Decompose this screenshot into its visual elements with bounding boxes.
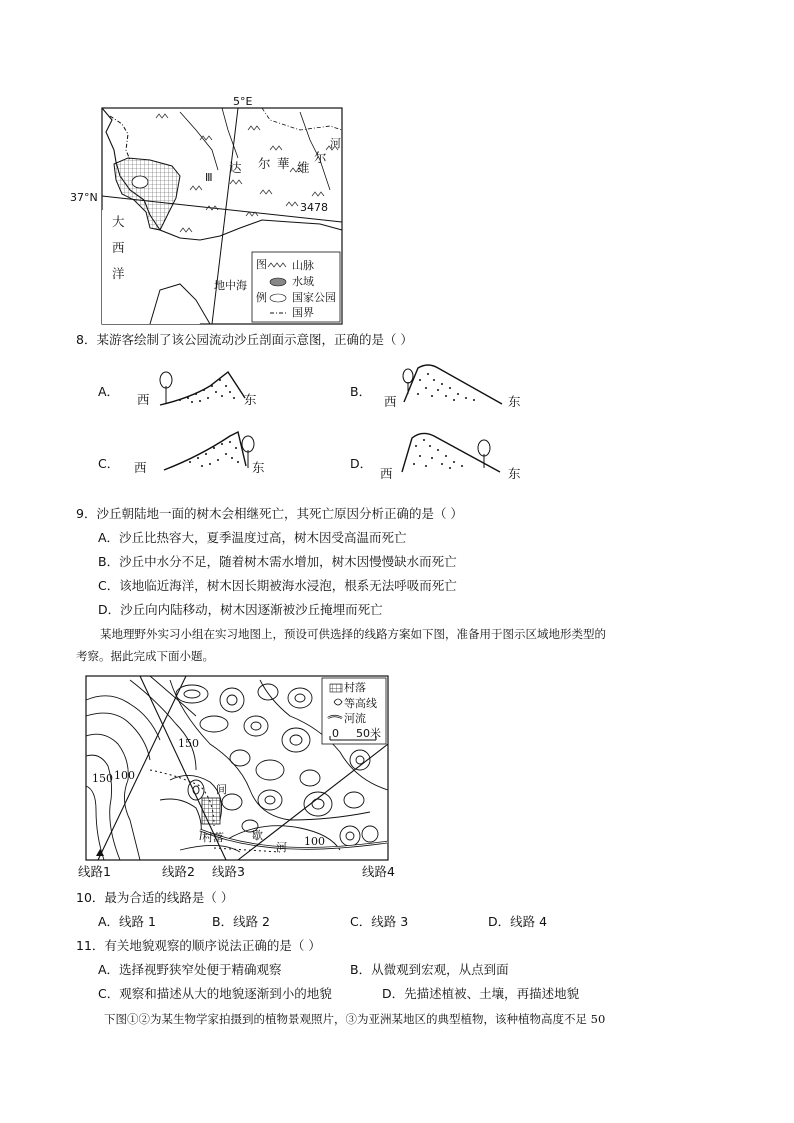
q11-option-c[interactable]: C．观察和描述从大的地貌逐渐到小的地貌: [98, 986, 332, 1001]
legend-river: 河流: [344, 712, 366, 725]
intro-paragraph-3: 下图①②为某生物学家拍摄到的植物景观照片，③为亚洲某地区的典型植物，该种植物高度不足 50: [104, 1012, 606, 1026]
elevation-label: 3478: [300, 201, 328, 214]
route-3-label[interactable]: 线路3: [212, 864, 245, 879]
question-9-stem: 9．沙丘朝陆地一面的树木会相继死亡，其死亡原因分析正确的是（ ）: [76, 506, 463, 521]
q10-option-b[interactable]: B．线路 2: [212, 914, 271, 929]
east-label: 东: [244, 392, 257, 407]
contour-label-150: 150: [178, 737, 199, 750]
legend-title-2: 例: [256, 291, 267, 304]
q9-option-a[interactable]: A．沙丘比热容大，夏季温度过高，树木因受高温而死亡: [98, 530, 407, 545]
roman-numeral-label: Ⅲ: [205, 171, 213, 184]
village-label: 村落: [202, 831, 224, 844]
legend-border: 国界: [292, 306, 314, 319]
route-4-label[interactable]: 线路4: [362, 864, 395, 879]
mountain-char-er-2: 尔: [314, 150, 327, 165]
contour-label-150-b: 150: [92, 772, 113, 785]
west-label: 西: [380, 466, 393, 481]
mediterranean-label: 地中海: [214, 279, 247, 292]
legend-water: 水域: [292, 275, 314, 288]
option-letter: D．: [350, 456, 373, 471]
option-letter: A．: [98, 384, 120, 399]
river-char-xie: 歇: [252, 829, 263, 842]
q9-option-d[interactable]: D．沙丘向内陆移动，树木因逐渐被沙丘掩埋而死亡: [98, 602, 383, 617]
west-label: 西: [384, 394, 397, 409]
east-label: 东: [252, 460, 265, 475]
question-8-stem: 8．某游客绘制了该公园流动沙丘剖面示意图，正确的是（ ）: [76, 332, 413, 347]
east-label: 东: [508, 466, 521, 481]
intro-paragraph-line-1: 某地理野外实习小组在实习地图上，预设可供选择的线路方案如下图，准备用于图示区域地形类型的: [100, 627, 606, 641]
contour-label-100-b: 100: [304, 835, 325, 848]
q9-option-c[interactable]: C．该地临近海洋，树木因长期被海水浸泡，根系无法呼吸而死亡: [98, 578, 457, 593]
legend-national-park: 国家公园: [292, 291, 336, 304]
route-1-label[interactable]: 线路1: [78, 864, 111, 879]
legend-title-1: 图: [256, 258, 267, 271]
latitude-label: 37°N: [70, 191, 98, 204]
q10-option-c[interactable]: C．线路 3: [350, 914, 409, 929]
q11-option-a[interactable]: A．选择视野狭窄处便于精确观察: [98, 962, 282, 977]
river-label: 河: [330, 137, 341, 150]
q9-option-b[interactable]: B．沙丘中水分不足，随着树木需水增加，树木因慢慢缺水而死亡: [98, 554, 457, 569]
river-char-jian: 间: [216, 783, 227, 796]
mountain-char-er: 尔: [258, 156, 271, 171]
scale-zero: 0: [332, 727, 339, 740]
q10-option-d[interactable]: D．线路 4: [488, 914, 548, 929]
q11-option-b[interactable]: B．从微观到宏观，从点到面: [350, 962, 509, 977]
atlantic-char-2: 西: [112, 240, 125, 255]
legend-village: 村落: [344, 681, 366, 694]
river-char-he: 河: [276, 841, 287, 854]
east-label: 东: [508, 394, 521, 409]
west-label: 西: [137, 392, 150, 407]
contour-label-100: 100: [114, 769, 135, 782]
mountain-char-da: 达: [229, 160, 242, 175]
longitude-label: 5°E: [233, 95, 253, 108]
west-label: 西: [134, 460, 147, 475]
legend-contour: 等高线: [344, 697, 377, 710]
intro-paragraph-line-2: 考察。据此完成下面小题。: [76, 649, 214, 663]
scale-distance: 50米: [356, 727, 381, 740]
atlantic-char-1: 大: [112, 214, 125, 229]
q11-option-d[interactable]: D．先描述植被、土壤，再描述地貌: [382, 986, 580, 1001]
atlantic-char-3: 洋: [112, 266, 125, 281]
legend-mountain: 山脉: [292, 259, 314, 272]
route-2-label[interactable]: 线路2: [162, 864, 195, 879]
mountain-char-wei: 维: [297, 160, 310, 175]
question-10-stem: 10．最为合适的线路是（ ）: [76, 890, 234, 905]
q10-option-a[interactable]: A．线路 1: [98, 914, 156, 929]
mountain-char-hua: 華: [277, 156, 290, 171]
option-letter: B．: [350, 384, 372, 399]
question-11-stem: 11．有关地貌观察的顺序说法正确的是（ ）: [76, 938, 321, 953]
option-letter: C．: [98, 456, 120, 471]
